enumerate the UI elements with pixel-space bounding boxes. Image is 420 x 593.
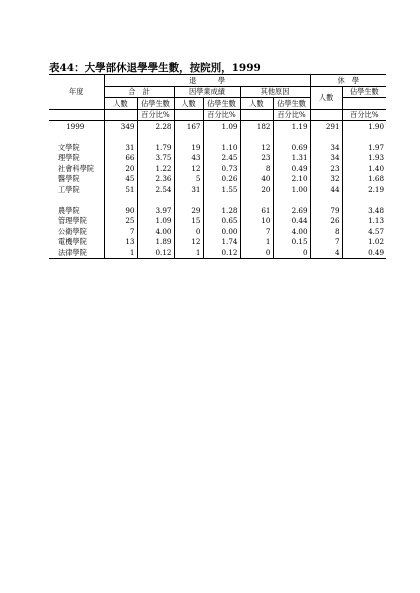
other-pct-header: 佔學生數 (273, 98, 310, 110)
other-header: 其他原因 (240, 86, 310, 98)
table-row: 社會科學院 20 1.22 12 0.73 8 0.49 23 1.40 (58, 163, 385, 173)
table-row: 文學院 31 1.79 19 1.10 12 0.69 34 1.97 (58, 142, 385, 152)
withdrawal-table (49, 74, 386, 259)
table-row: 工學院 51 2.54 31 1.55 20 1.00 44 2.19 (58, 184, 385, 194)
other-pct-unit: 百分比% (273, 109, 310, 121)
table-row: 法律學院 1 0.12 1 0.12 0 0 4 0.49 (49, 247, 386, 258)
table-title: 表44：大學部休退學學生數，按院別，1999 (49, 62, 261, 74)
year-header: 年度 (49, 75, 104, 110)
total-header: 合 計 (104, 86, 174, 98)
other-count-header: 人數 (240, 98, 273, 110)
table-row: 管理學院 25 1.09 15 0.65 10 0.44 26 1.13 (58, 216, 385, 226)
table-row: 理學院 66 3.75 43 2.45 23 1.31 34 1.93 (58, 153, 385, 163)
table-row: 醫學院 45 2.36 5 0.26 40 2.10 32 1.68 (58, 174, 385, 184)
grades-pct-header: 佔學生數 (203, 98, 240, 110)
total-count-header: 人數 (104, 98, 137, 110)
suspend-header: 休 學 (310, 75, 386, 87)
suspend-pct-header: 佔學生數 (342, 86, 386, 98)
grades-header: 因學業成績 (174, 86, 240, 98)
table-row: 公衛學院 7 4.00 0 0.00 7 4.00 8 4.57 (58, 226, 385, 236)
suspend-count-header: 人數 (310, 86, 342, 109)
total-pct-unit: 百分比% (137, 109, 174, 121)
table-row: 電機學院 13 1.89 12 1.74 1 0.15 7 1.02 (58, 237, 385, 247)
total-pct-header: 佔學生數 (137, 98, 174, 110)
grades-pct-unit: 百分比% (203, 109, 240, 121)
table-row: 1999 349 2.28 167 1.09 182 1.19 291 1.90 (66, 121, 385, 131)
withdraw-header: 退 學 (104, 75, 310, 87)
table-row: 農學院 90 3.97 29 1.28 61 2.69 79 3.48 (58, 205, 385, 215)
grades-count-header: 人數 (174, 98, 203, 110)
suspend-pct-unit: 百分比% (342, 109, 386, 121)
